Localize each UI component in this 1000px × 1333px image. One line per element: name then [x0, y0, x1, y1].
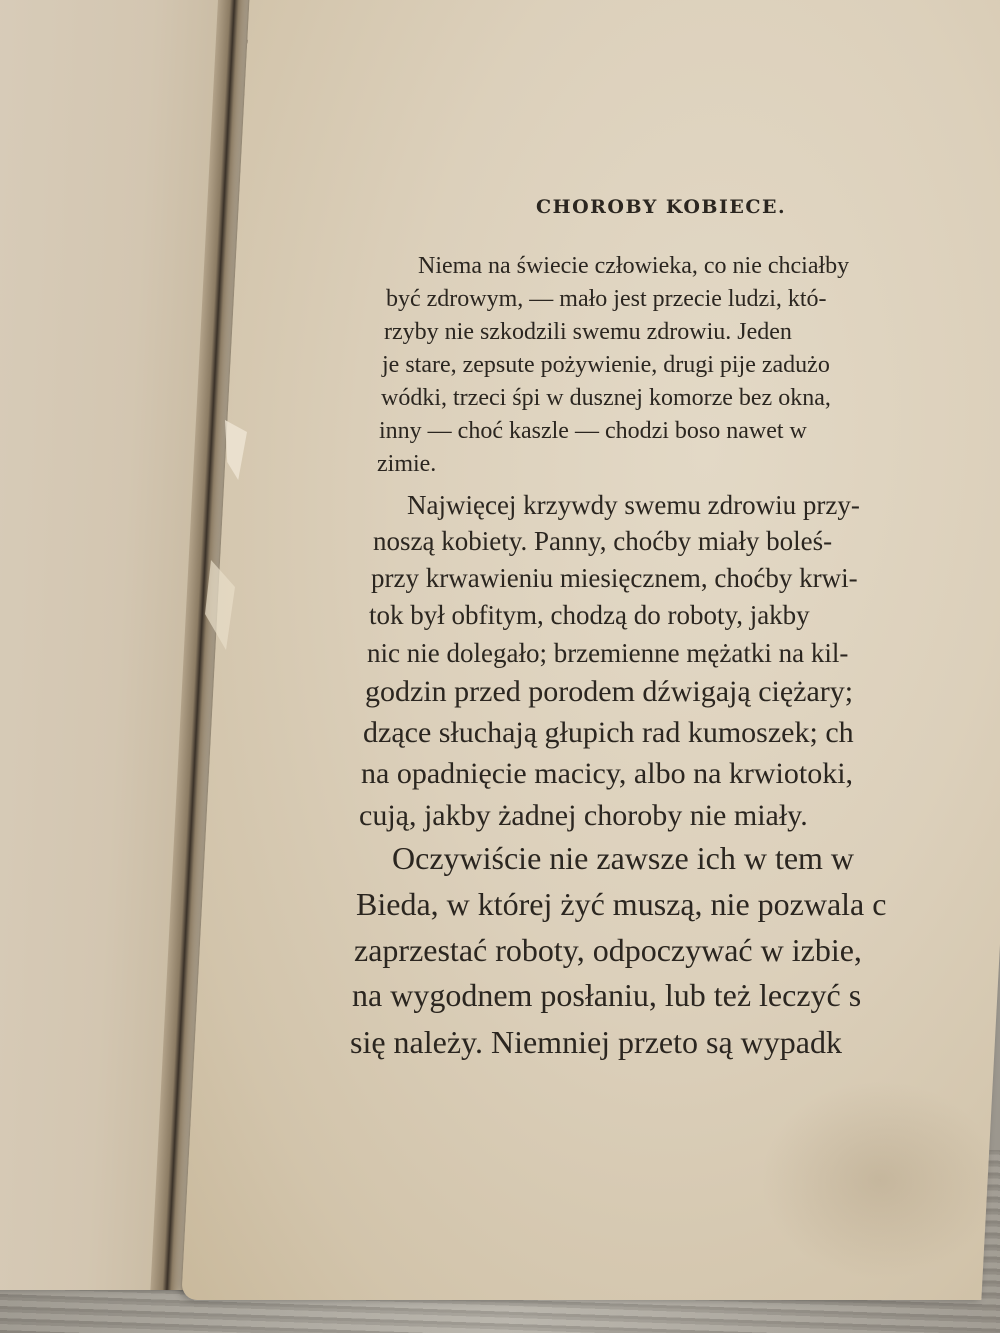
- text-line: być zdrowym, — mało jest przecie ludzi, któ-: [386, 286, 827, 312]
- text-line: Oczywiście nie zawsze ich w tem w: [392, 840, 855, 876]
- text-line: godzin przed porodem dźwigają ciężary;: [365, 675, 854, 708]
- text-line: Najwięcej krzywdy swemu zdrowiu przy-: [407, 490, 860, 520]
- text-line: zimie.: [377, 451, 437, 477]
- text-line: je stare, zepsute pożywienie, drugi pije zadużo: [382, 352, 830, 378]
- text-line: wódki, trzeci śpi w dusznej komorze bez okna,: [381, 385, 831, 411]
- text-line: na wygodnem posłaniu, lub też leczyć s: [352, 977, 862, 1013]
- text-line: dzące słuchają głupich rad kumoszek; ch: [363, 716, 854, 749]
- text-line: Niema na świecie człowieka, co nie chciałby: [418, 253, 850, 279]
- text-line: rzyby nie szkodzili swemu zdrowiu. Jeden: [384, 319, 792, 345]
- text-line: inny — choć kaszle — chodzi boso nawet w: [379, 418, 807, 444]
- text-line: noszą kobiety. Panny, choćby miały boleś-: [373, 526, 833, 556]
- text-line: się należy. Niemniej przeto są wypadk: [350, 1024, 842, 1060]
- text-line: tok był obfitym, chodzą do roboty, jakby: [369, 600, 810, 630]
- text-line: na opadnięcie macicy, albo na krwiotoki,: [361, 757, 854, 790]
- text-line: Bieda, w której żyć muszą, nie pozwala c: [356, 886, 887, 922]
- chapter-title: CHOROBY KOBIECE.: [536, 196, 787, 218]
- text-line: nic nie dolegało; brzemienne mężatki na kil-: [367, 638, 849, 668]
- text-line: cują, jakby żadnej choroby nie miały.: [359, 799, 808, 832]
- text-line: zaprzestać roboty, odpoczywać w izbie,: [354, 932, 862, 968]
- text-line: przy krwawieniu miesięcznem, choćby krwi-: [371, 563, 858, 593]
